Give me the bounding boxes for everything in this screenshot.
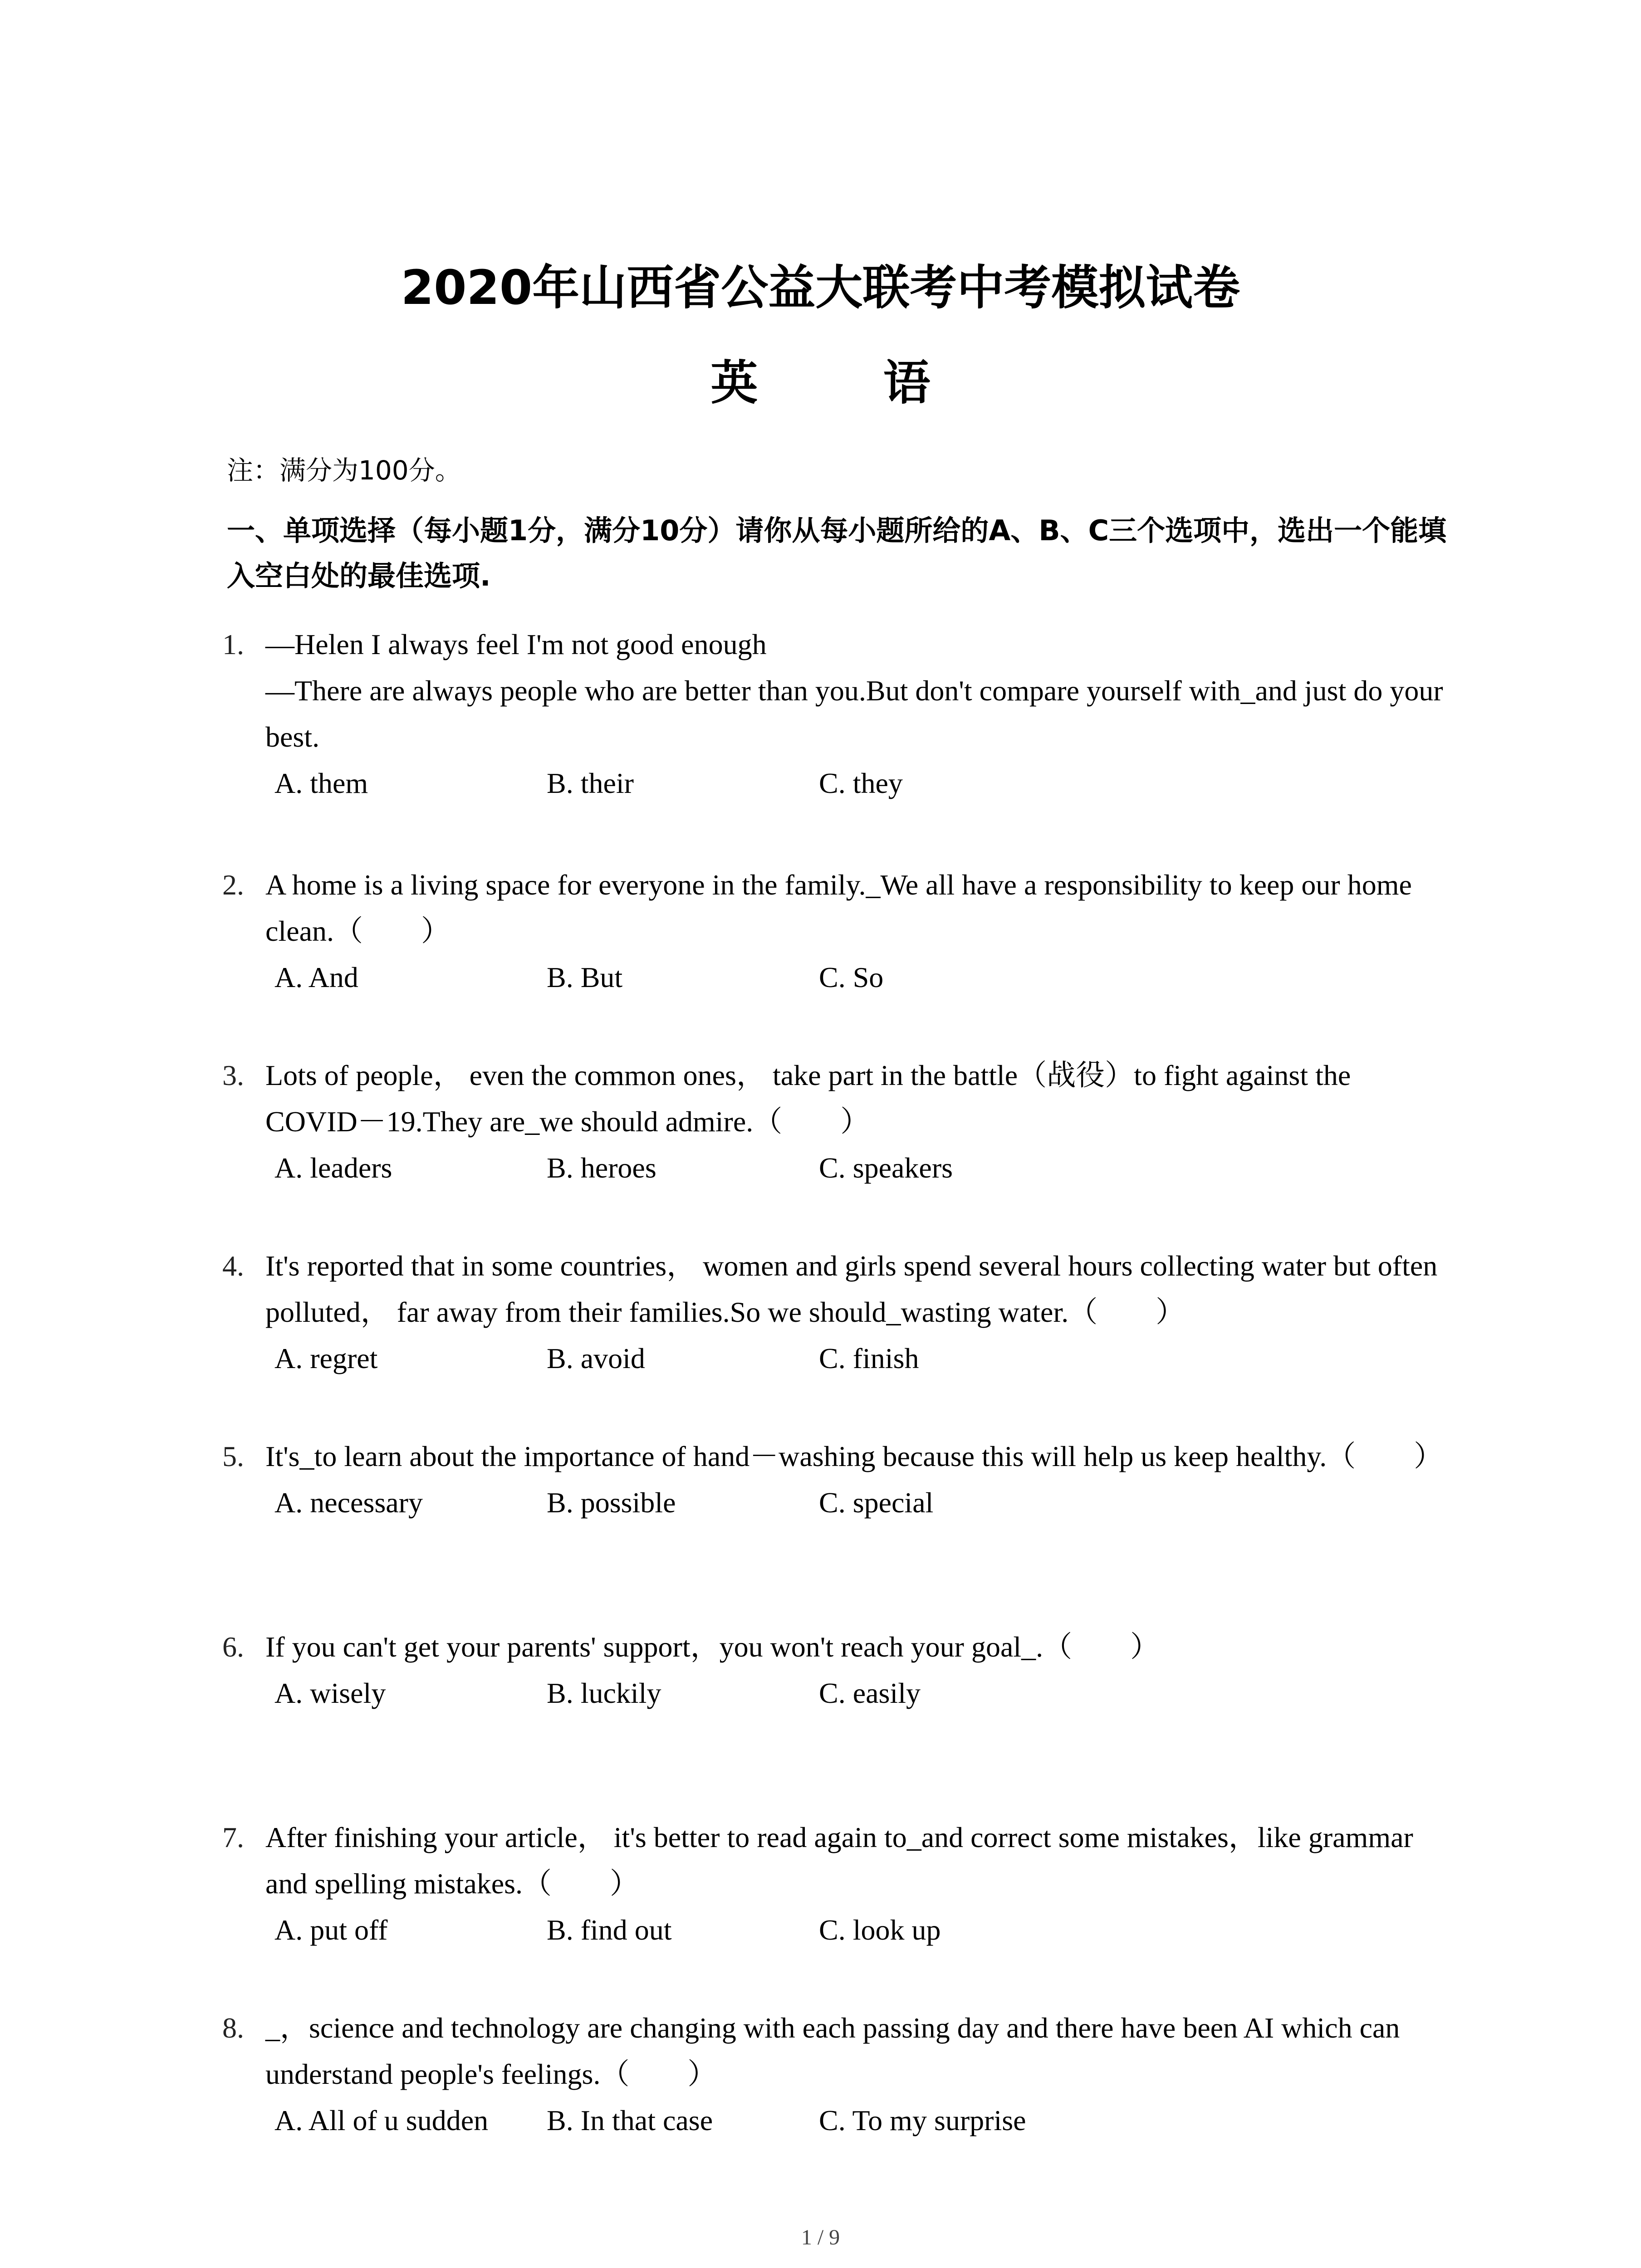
option-c: C. speakers <box>819 1152 953 1184</box>
question-number: 5. <box>222 1440 244 1472</box>
option-a: A. All of u sudden <box>274 2104 489 2136</box>
option-a: A. them <box>274 767 368 799</box>
answer-options <box>274 1907 1447 1953</box>
question-text: It's reported that in some countries， women and girls spend several hours collecting water but often polluted， far away from their families.So we should_wasting water.（ ） <box>265 1250 1438 1328</box>
question-number: 3. <box>222 1059 244 1091</box>
option-c: C. look up <box>819 1914 941 1946</box>
option-b: B. But <box>547 961 623 993</box>
option-a: A. leaders <box>274 1152 392 1184</box>
option-a: A. And <box>274 961 358 993</box>
answer-options <box>274 2097 1447 2144</box>
question-7 <box>222 1814 1447 1953</box>
section-instructions: 一、单项选择（每小题1分，满分10分）请你从每小题所给的A、B、C三个选项中，选出一个能填入空白处的最佳选项. <box>227 514 1447 592</box>
question-5 <box>222 1433 1447 1526</box>
question-text: It's_to learn about the importance of hand－washing because this will help us keep healthy.（ ） <box>265 1440 1443 1472</box>
option-c: C. special <box>819 1486 934 1519</box>
question-8 <box>222 2005 1447 2144</box>
question-text: A home is a living space for everyone in the family._We all have a responsibility to keep our home clean.（ ） <box>265 869 1412 947</box>
option-b: B. heroes <box>547 1152 656 1184</box>
answer-options <box>274 760 1447 807</box>
answer-options <box>274 1335 1447 1382</box>
question-6 <box>222 1624 1447 1716</box>
question-4 <box>222 1243 1447 1382</box>
question-text: Lots of people， even the common ones， take part in the battle（战役）to fight against the COVID－19.They are_we should admire.（ ） <box>265 1059 1351 1138</box>
option-b: B. luckily <box>547 1677 661 1709</box>
question-number: 6. <box>222 1631 244 1663</box>
question-number: 1. <box>222 628 244 660</box>
page-number: 1 / 9 <box>801 2225 840 2249</box>
question-text: —Helen I always feel I'm not good enough <box>265 628 767 660</box>
score-note: 注：满分为100分。 <box>227 455 461 486</box>
option-c: C. they <box>819 767 903 799</box>
option-c: C. To my surprise <box>819 2104 1026 2136</box>
option-c: C. easily <box>819 1677 921 1709</box>
answer-options <box>274 1670 1447 1716</box>
option-c: C. So <box>819 961 884 993</box>
option-c: C. finish <box>819 1342 919 1374</box>
question-1 <box>222 621 1447 807</box>
option-b: B. find out <box>547 1914 672 1946</box>
option-a: A. regret <box>274 1342 378 1374</box>
question-number: 2. <box>222 869 244 901</box>
answer-options <box>274 1145 1447 1191</box>
question-number: 4. <box>222 1250 244 1282</box>
answer-options <box>274 954 1447 1001</box>
question-number: 8. <box>222 2012 244 2044</box>
question-text: —There are always people who are better than you.But don't compare yourself with_and just do your best. <box>265 675 1443 753</box>
question-text: After finishing your article， it's better to read again to_and correct some mistakes，like grammar and spelling mistakes.（ ） <box>265 1821 1413 1900</box>
exam-title: 2020年山西省公益大联考中考模拟试卷 <box>401 260 1240 315</box>
answer-options <box>274 1480 1447 1526</box>
question-3 <box>222 1052 1447 1191</box>
question-2 <box>222 862 1447 1001</box>
question-number: 7. <box>222 1821 244 1853</box>
option-a: A. wisely <box>274 1677 386 1709</box>
question-text: If you can't get your parents' support，you won't reach your goal_.（ ） <box>265 1631 1160 1663</box>
option-b: B. possible <box>547 1486 676 1519</box>
question-text: _，science and technology are changing with each passing day and there have been AI which can understand people's feelings.（ ） <box>265 2012 1400 2090</box>
option-b: B. avoid <box>547 1342 645 1374</box>
option-a: A. put off <box>274 1914 388 1946</box>
option-b: B. In that case <box>547 2104 713 2136</box>
option-a: A. necessary <box>274 1486 423 1519</box>
subject-title: 英 语 <box>710 355 985 411</box>
option-b: B. their <box>547 767 634 799</box>
